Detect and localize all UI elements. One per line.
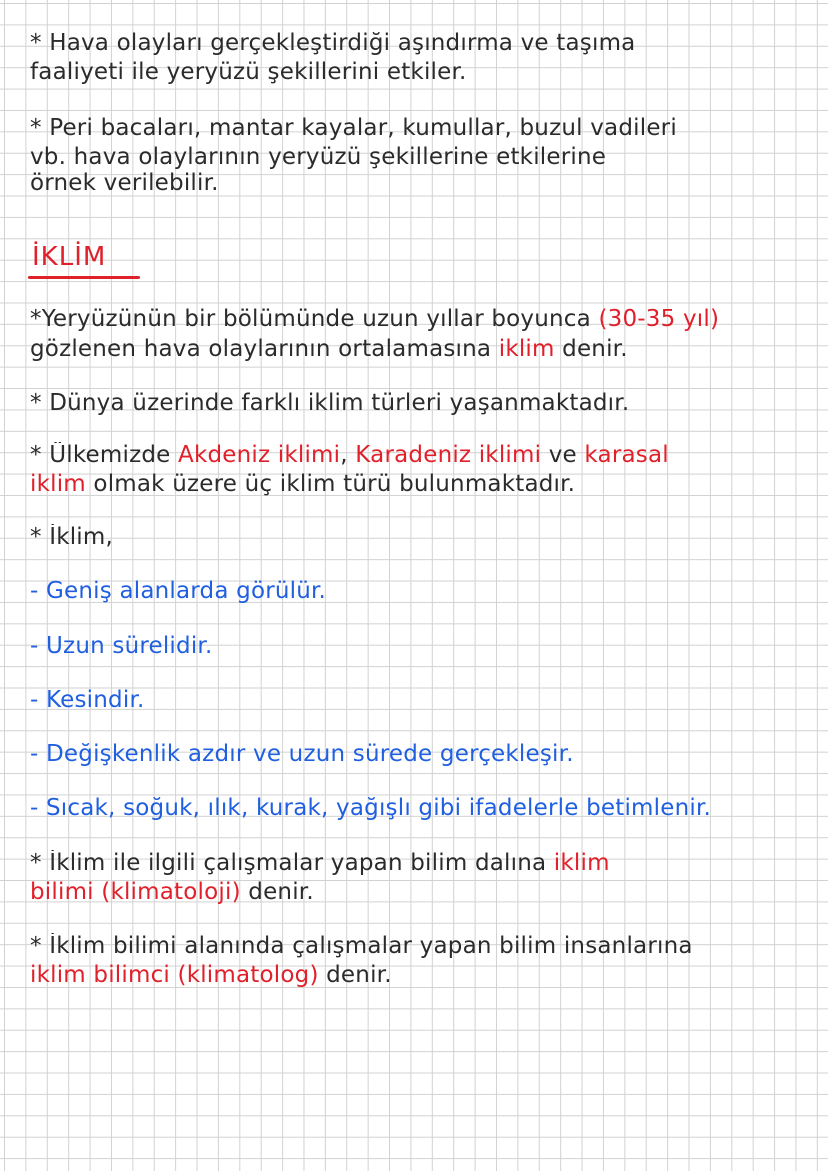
note-line: *Yeryüzünün bir bölümünde uzun yıllar boyunca (30-35 yıl): [30, 306, 720, 332]
list-item: - Uzun sürelidir.: [30, 633, 213, 659]
note-line: gözlenen hava olaylarının ortalamasına iklim denir.: [30, 336, 628, 362]
note-line: * İklim bilimi alanında çalışmalar yapan bilim insanlarına: [30, 933, 693, 959]
note-line: * Peri bacaları, mantar kayalar, kumullar, buzul vadileri: [30, 115, 677, 141]
list-item: - Kesindir.: [30, 687, 145, 713]
note-line: faaliyeti ile yeryüzü şekillerini etkiler.: [30, 59, 467, 85]
section-heading: İKLİM: [32, 242, 107, 272]
note-line: örnek verilebilir.: [30, 170, 219, 196]
note-line: * İklim,: [30, 524, 114, 550]
note-line: bilimi (klimatoloji) denir.: [30, 879, 314, 905]
heading-underline: [28, 276, 140, 279]
note-line: * Hava olayları gerçekleştirdiği aşındırma ve taşıma: [30, 30, 636, 56]
note-line: vb. hava olaylarının yeryüzü şekillerine etkilerine: [30, 144, 607, 170]
note-line: * İklim ile ilgili çalışmalar yapan bilim dalına iklim: [30, 850, 610, 876]
list-item: - Değişkenlik azdır ve uzun sürede gerçekleşir.: [30, 741, 574, 767]
note-line: iklim olmak üzere üç iklim türü bulunmaktadır.: [30, 471, 576, 497]
list-item: - Geniş alanlarda görülür.: [30, 578, 327, 604]
note-line: iklim bilimci (klimatolog) denir.: [30, 962, 392, 988]
note-line: * Dünya üzerinde farklı iklim türleri yaşanmaktadır.: [30, 390, 630, 416]
list-item: - Sıcak, soğuk, ılık, kurak, yağışlı gibi ifadelerle betimlenir.: [30, 795, 712, 821]
note-line: * Ülkemizde Akdeniz iklimi, Karadeniz iklimi ve karasal: [30, 442, 669, 468]
